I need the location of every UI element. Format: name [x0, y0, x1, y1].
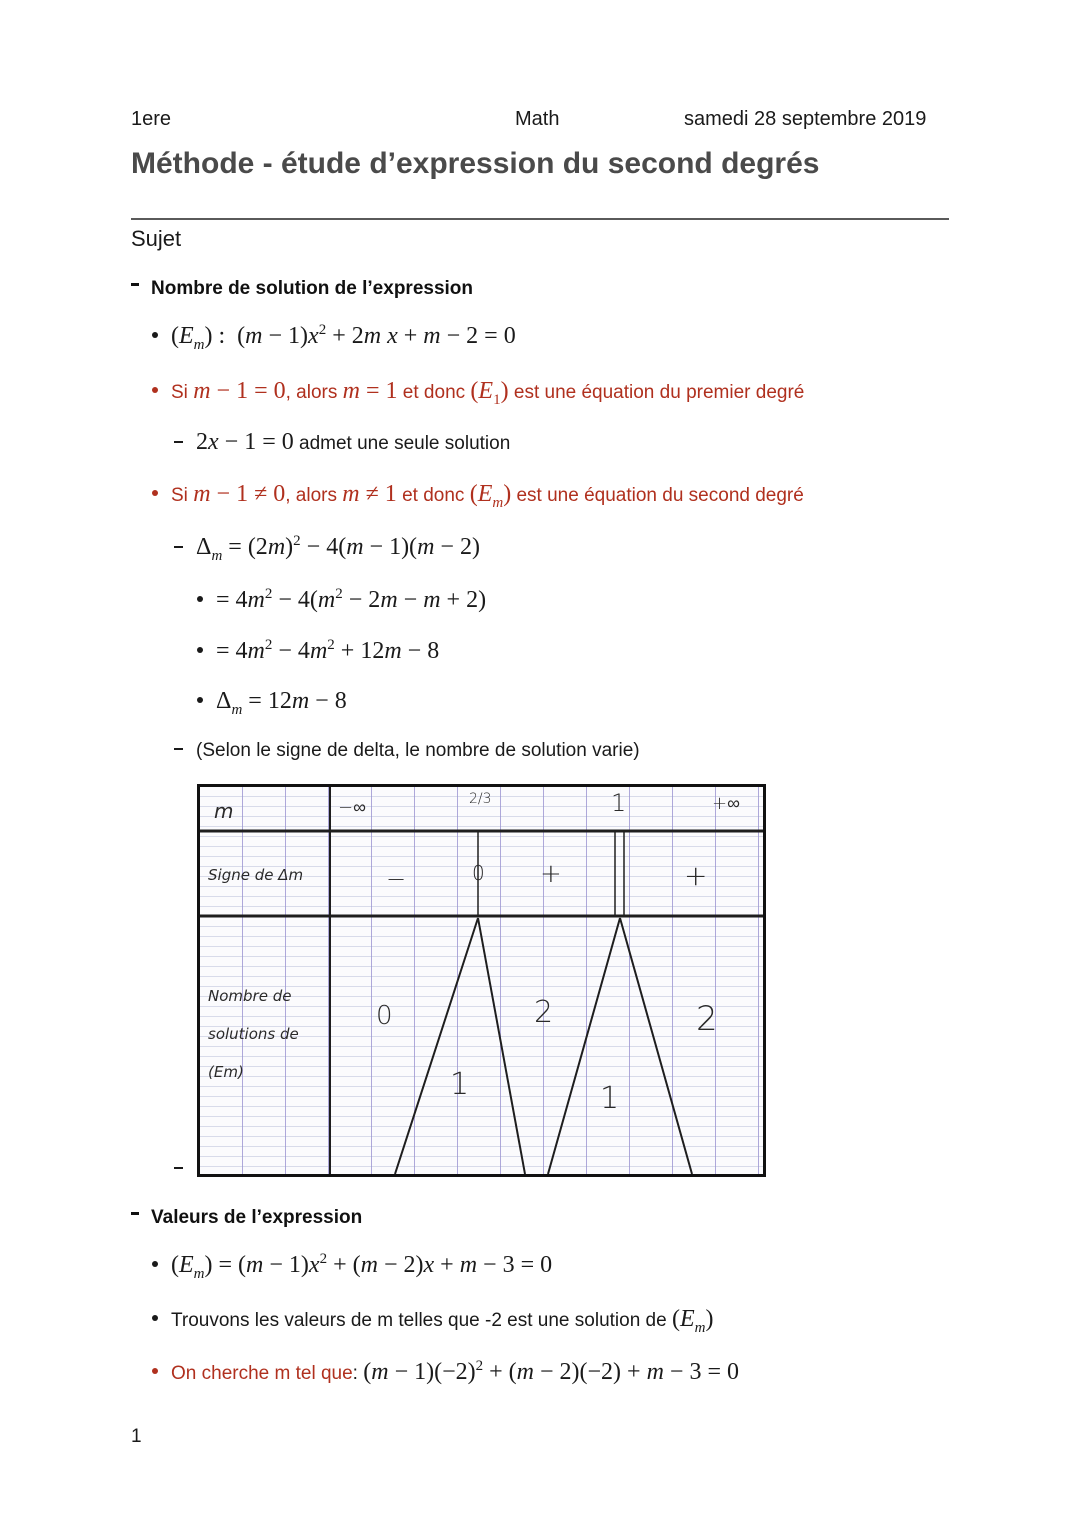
dash-bullet-icon — [174, 1167, 183, 1169]
dash-bullet-icon — [174, 546, 183, 548]
section1-heading — [131, 278, 473, 300]
table-label-sign: Signe de Δm — [208, 866, 304, 884]
dash-bullet-icon — [174, 748, 183, 750]
note-text: (Selon le signe de delta, le nombre de solution varie) — [196, 740, 640, 761]
list-item-case1 — [152, 378, 804, 409]
dash-bullet-icon — [131, 1212, 139, 1215]
bullet-icon — [152, 332, 158, 338]
equation: $(E_m)$ : $(m - 1)x^2 + 2m$ x + m − 2 = 0 — [171, 322, 516, 353]
bullet-icon — [197, 697, 203, 703]
text: est une équation du second degré — [511, 485, 804, 506]
section2-heading — [131, 1207, 362, 1229]
text: , alors — [285, 485, 343, 506]
section-heading-sujet: Sujet — [131, 226, 182, 251]
solutions-two-b: 2 — [696, 999, 718, 1039]
header-subject: Math — [515, 108, 560, 130]
text: Si — [171, 382, 194, 403]
text: Si — [171, 485, 194, 506]
bullet-icon — [152, 490, 158, 496]
m-value-one: 1 — [611, 789, 627, 817]
text: admet une seule solution — [293, 433, 511, 454]
sign-table-image — [197, 784, 766, 1177]
section1-heading-text: Nombre de solution de l’expression — [151, 278, 474, 299]
text: , alors — [285, 382, 343, 403]
header-level: 1ere — [131, 108, 172, 130]
solutions-zero: 0 — [376, 1001, 393, 1031]
section2-heading-text: Valeurs de l’expression — [151, 1207, 363, 1228]
search-label: On cherche m tel que — [171, 1363, 353, 1384]
search-colon: : — [352, 1363, 358, 1384]
page-title: Méthode - étude d’expression du second degrés — [131, 147, 820, 180]
list-item-case1-sub — [174, 429, 510, 456]
table-label-m: m — [214, 799, 234, 823]
sign-positive-2: + — [684, 859, 708, 892]
search-equation: $(m - 1)(-2)^2 + (m - 2)(-2) + m - 3 = 0$ — [363, 1358, 739, 1385]
math-em: $(E_m)$ — [469, 481, 512, 511]
math-delta3: = $4m^2 - 4m^2 + 12m - 8$ — [216, 637, 440, 664]
solutions-one-a: 1 — [450, 1067, 470, 1102]
text: et donc — [396, 485, 470, 506]
list-item-delta3 — [197, 637, 439, 665]
bullet-icon — [197, 596, 203, 602]
header-date: samedi 28 septembre 2019 — [684, 108, 927, 130]
text: est une équation du premier degré — [508, 382, 805, 403]
math-em-2: $(E_m)$ — [671, 1306, 714, 1336]
math-2x-1: 2x − 1 = 0 — [196, 429, 294, 455]
list-item-case2 — [152, 481, 804, 512]
solutions-one-b: 1 — [600, 1081, 620, 1116]
m-value-plus-inf: +∞ — [712, 793, 740, 814]
math-delta2: = $4m^2 - 4(m^2 - 2m - m + 2)$ — [216, 586, 487, 613]
m-value-minus-inf: −∞ — [338, 797, 366, 818]
list-item-note — [174, 740, 640, 762]
list-item-delta1 — [174, 533, 480, 565]
m-value-two-thirds: 2/3 — [469, 791, 492, 807]
math-case1-m: m = 1 — [342, 378, 398, 404]
math-case2-cond: m − 1 ≠ 0 — [193, 481, 286, 507]
bullet-icon — [152, 1261, 158, 1267]
math-delta4: $\Delta_m = 12m - 8$ — [216, 688, 347, 718]
list-item-delta2 — [197, 586, 486, 614]
list-item-delta4 — [197, 688, 347, 719]
list-item-find — [152, 1306, 713, 1337]
sign-negative: − — [386, 865, 407, 893]
text: et donc — [397, 382, 471, 403]
title-divider — [131, 218, 949, 220]
equation-2: $(E_m) = (m - 1)x^2 + (m - 2)x + m - 3 = 0$ — [171, 1251, 553, 1282]
math-case2-m: m ≠ 1 — [342, 481, 397, 507]
bullet-icon — [152, 1315, 158, 1321]
dash-bullet-icon — [131, 283, 139, 286]
list-item-eq2-def — [152, 1251, 552, 1283]
bullet-icon — [197, 647, 203, 653]
list-item-search — [152, 1358, 739, 1386]
page-number: 1 — [131, 1426, 142, 1447]
sign-positive-1: + — [540, 859, 562, 889]
math-e1: $(E_1)$ — [470, 378, 509, 408]
dash-bullet-icon — [174, 441, 183, 443]
table-label-solutions: Nombre de solutions de (Em) — [208, 987, 299, 1081]
math-delta1: $\Delta_m = (2m)^2 - 4(m - 1)(m - 2)$ — [196, 533, 480, 564]
list-item-eq-def — [152, 322, 516, 354]
bullet-icon — [152, 1368, 158, 1374]
solutions-two-a: 2 — [534, 995, 554, 1030]
bullet-icon — [152, 387, 158, 393]
math-case1-cond: m − 1 = 0 — [193, 378, 286, 404]
find-text: Trouvons les valeurs de m telles que -2 est une solution de — [171, 1310, 672, 1331]
sign-zero: 0 — [472, 861, 485, 885]
